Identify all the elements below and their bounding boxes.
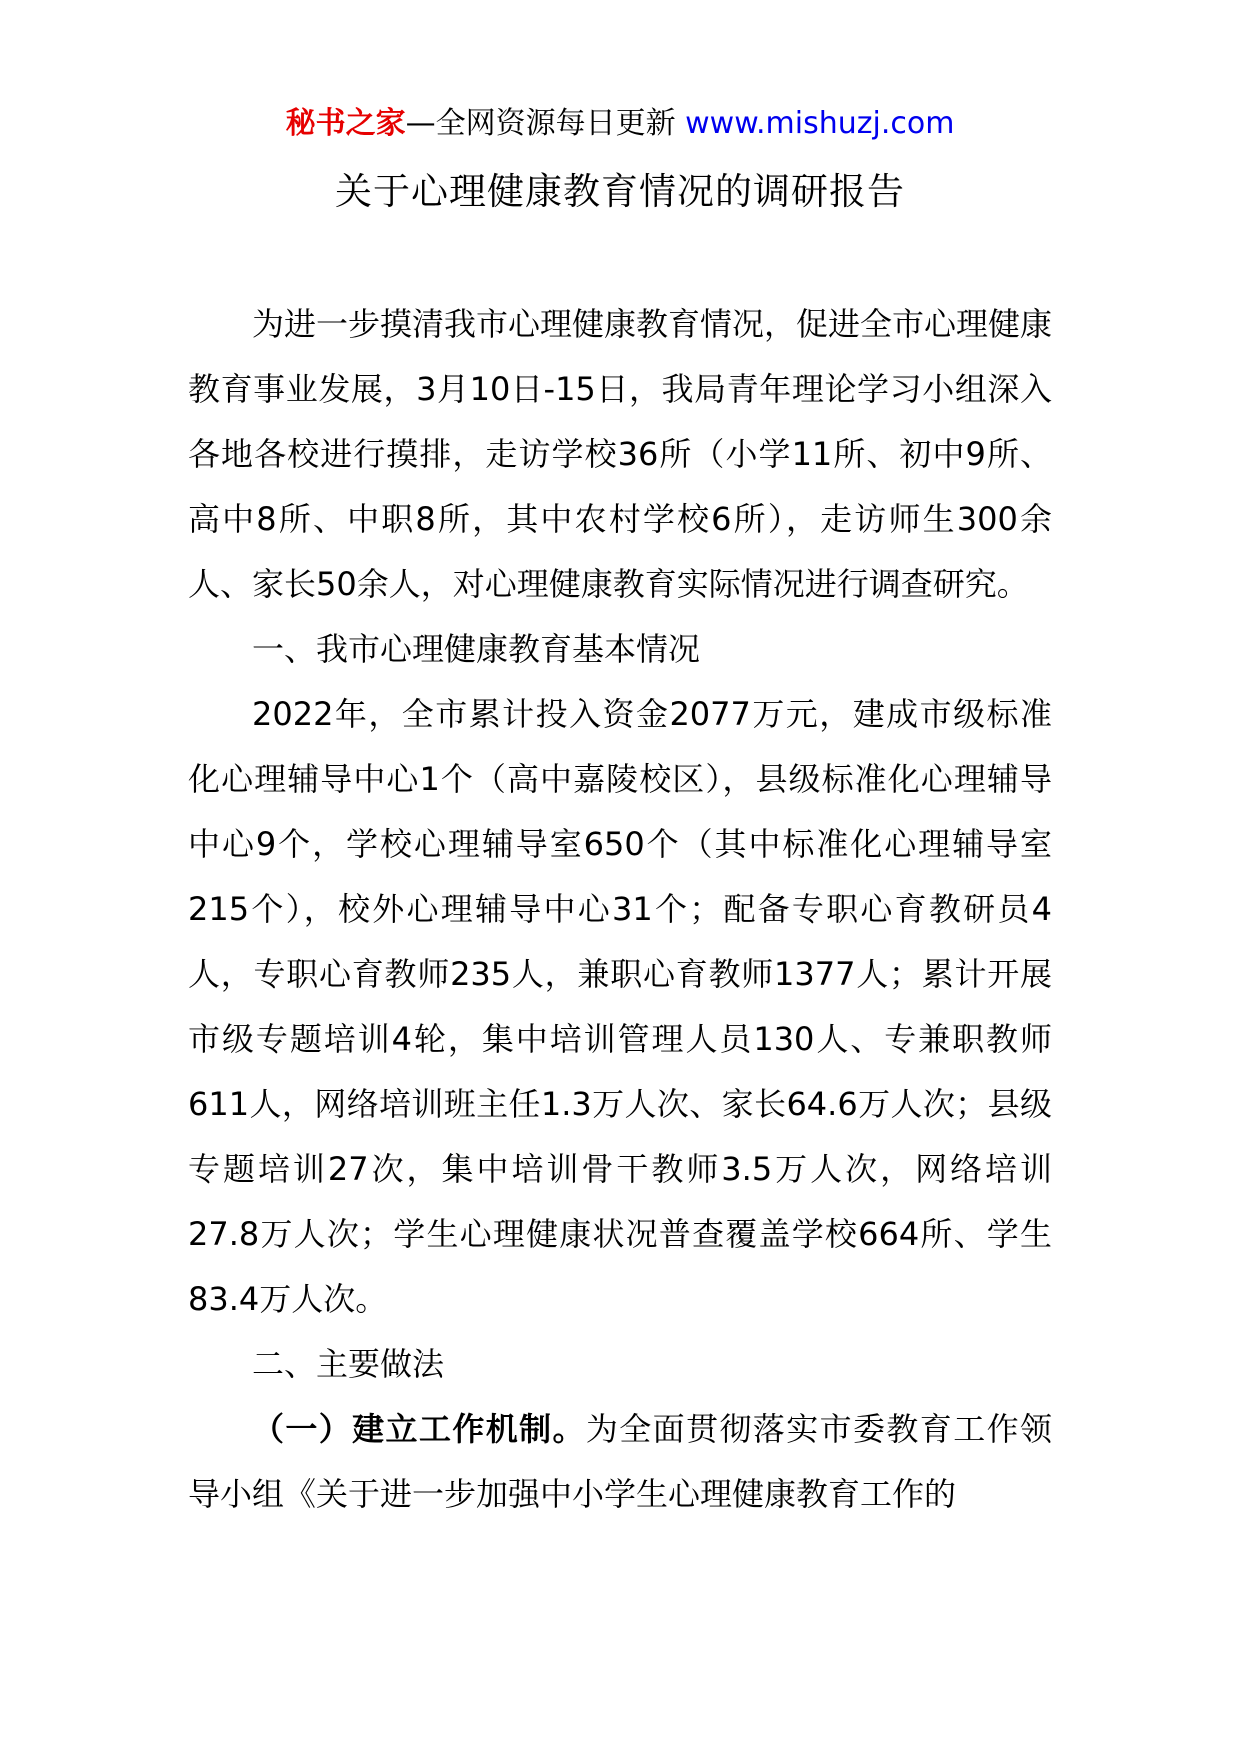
intro-paragraph: 为进一步摸清我市心理健康教育情况，促进全市心理健康教育事业发展，3月10日-15日，我局青年理论学习小组深入各地各校进行摸排，走访学校36所（小学11所、初中9所、高中8所、中职8所，其中农村学校6所），走访师生300余人、家长50余人，对心理健康教育实际情况进行调查研究。	[188, 305, 1053, 603]
document-body	[188, 292, 1052, 1527]
site-slogan: —全网资源每日更新	[405, 106, 676, 141]
work-mechanism-paragraph	[188, 1397, 1052, 1527]
site-brand: 秘书之家	[285, 106, 406, 141]
section-heading-basic-situation: 一、我市心理健康教育基本情况	[252, 630, 701, 668]
site-url-link[interactable]: www.mishuzj.com	[685, 106, 955, 141]
work-mechanism-text: 为全面贯彻落实市委教育工作领导小组《关于进一步加强中小学生心理健康教育工作的	[188, 1410, 1052, 1513]
section-heading-main-practices: 二、主要做法	[252, 1345, 445, 1383]
statistics-paragraph: 2022年，全市累计投入资金2077万元，建成市级标准化心理辅导中心1个（高中嘉陵校区），县级标准化心理辅导中心9个，学校心理辅导室650个（其中标准化心理辅导室215个），校外心理辅导中心31个；配备专职心育教研员4人，专职心育教师235人，兼职心育教师1377人；累计开展市级专题培训4轮，集中培训管理人员130人、专兼职教师611人，网络培训班主任1.3万人次、家长64.6万人次；县级专题培训27次，集中培训骨干教师3.5万人次，网络培训27.8万人次；学生心理健康状况普查覆盖学校664所、学生83.4万人次。	[188, 695, 1052, 1318]
site-banner	[0, 98, 1240, 150]
document-title: 关于心理健康教育情况的调研报告	[335, 170, 905, 213]
work-mechanism-lead: （一）建立工作机制。	[252, 1410, 586, 1448]
